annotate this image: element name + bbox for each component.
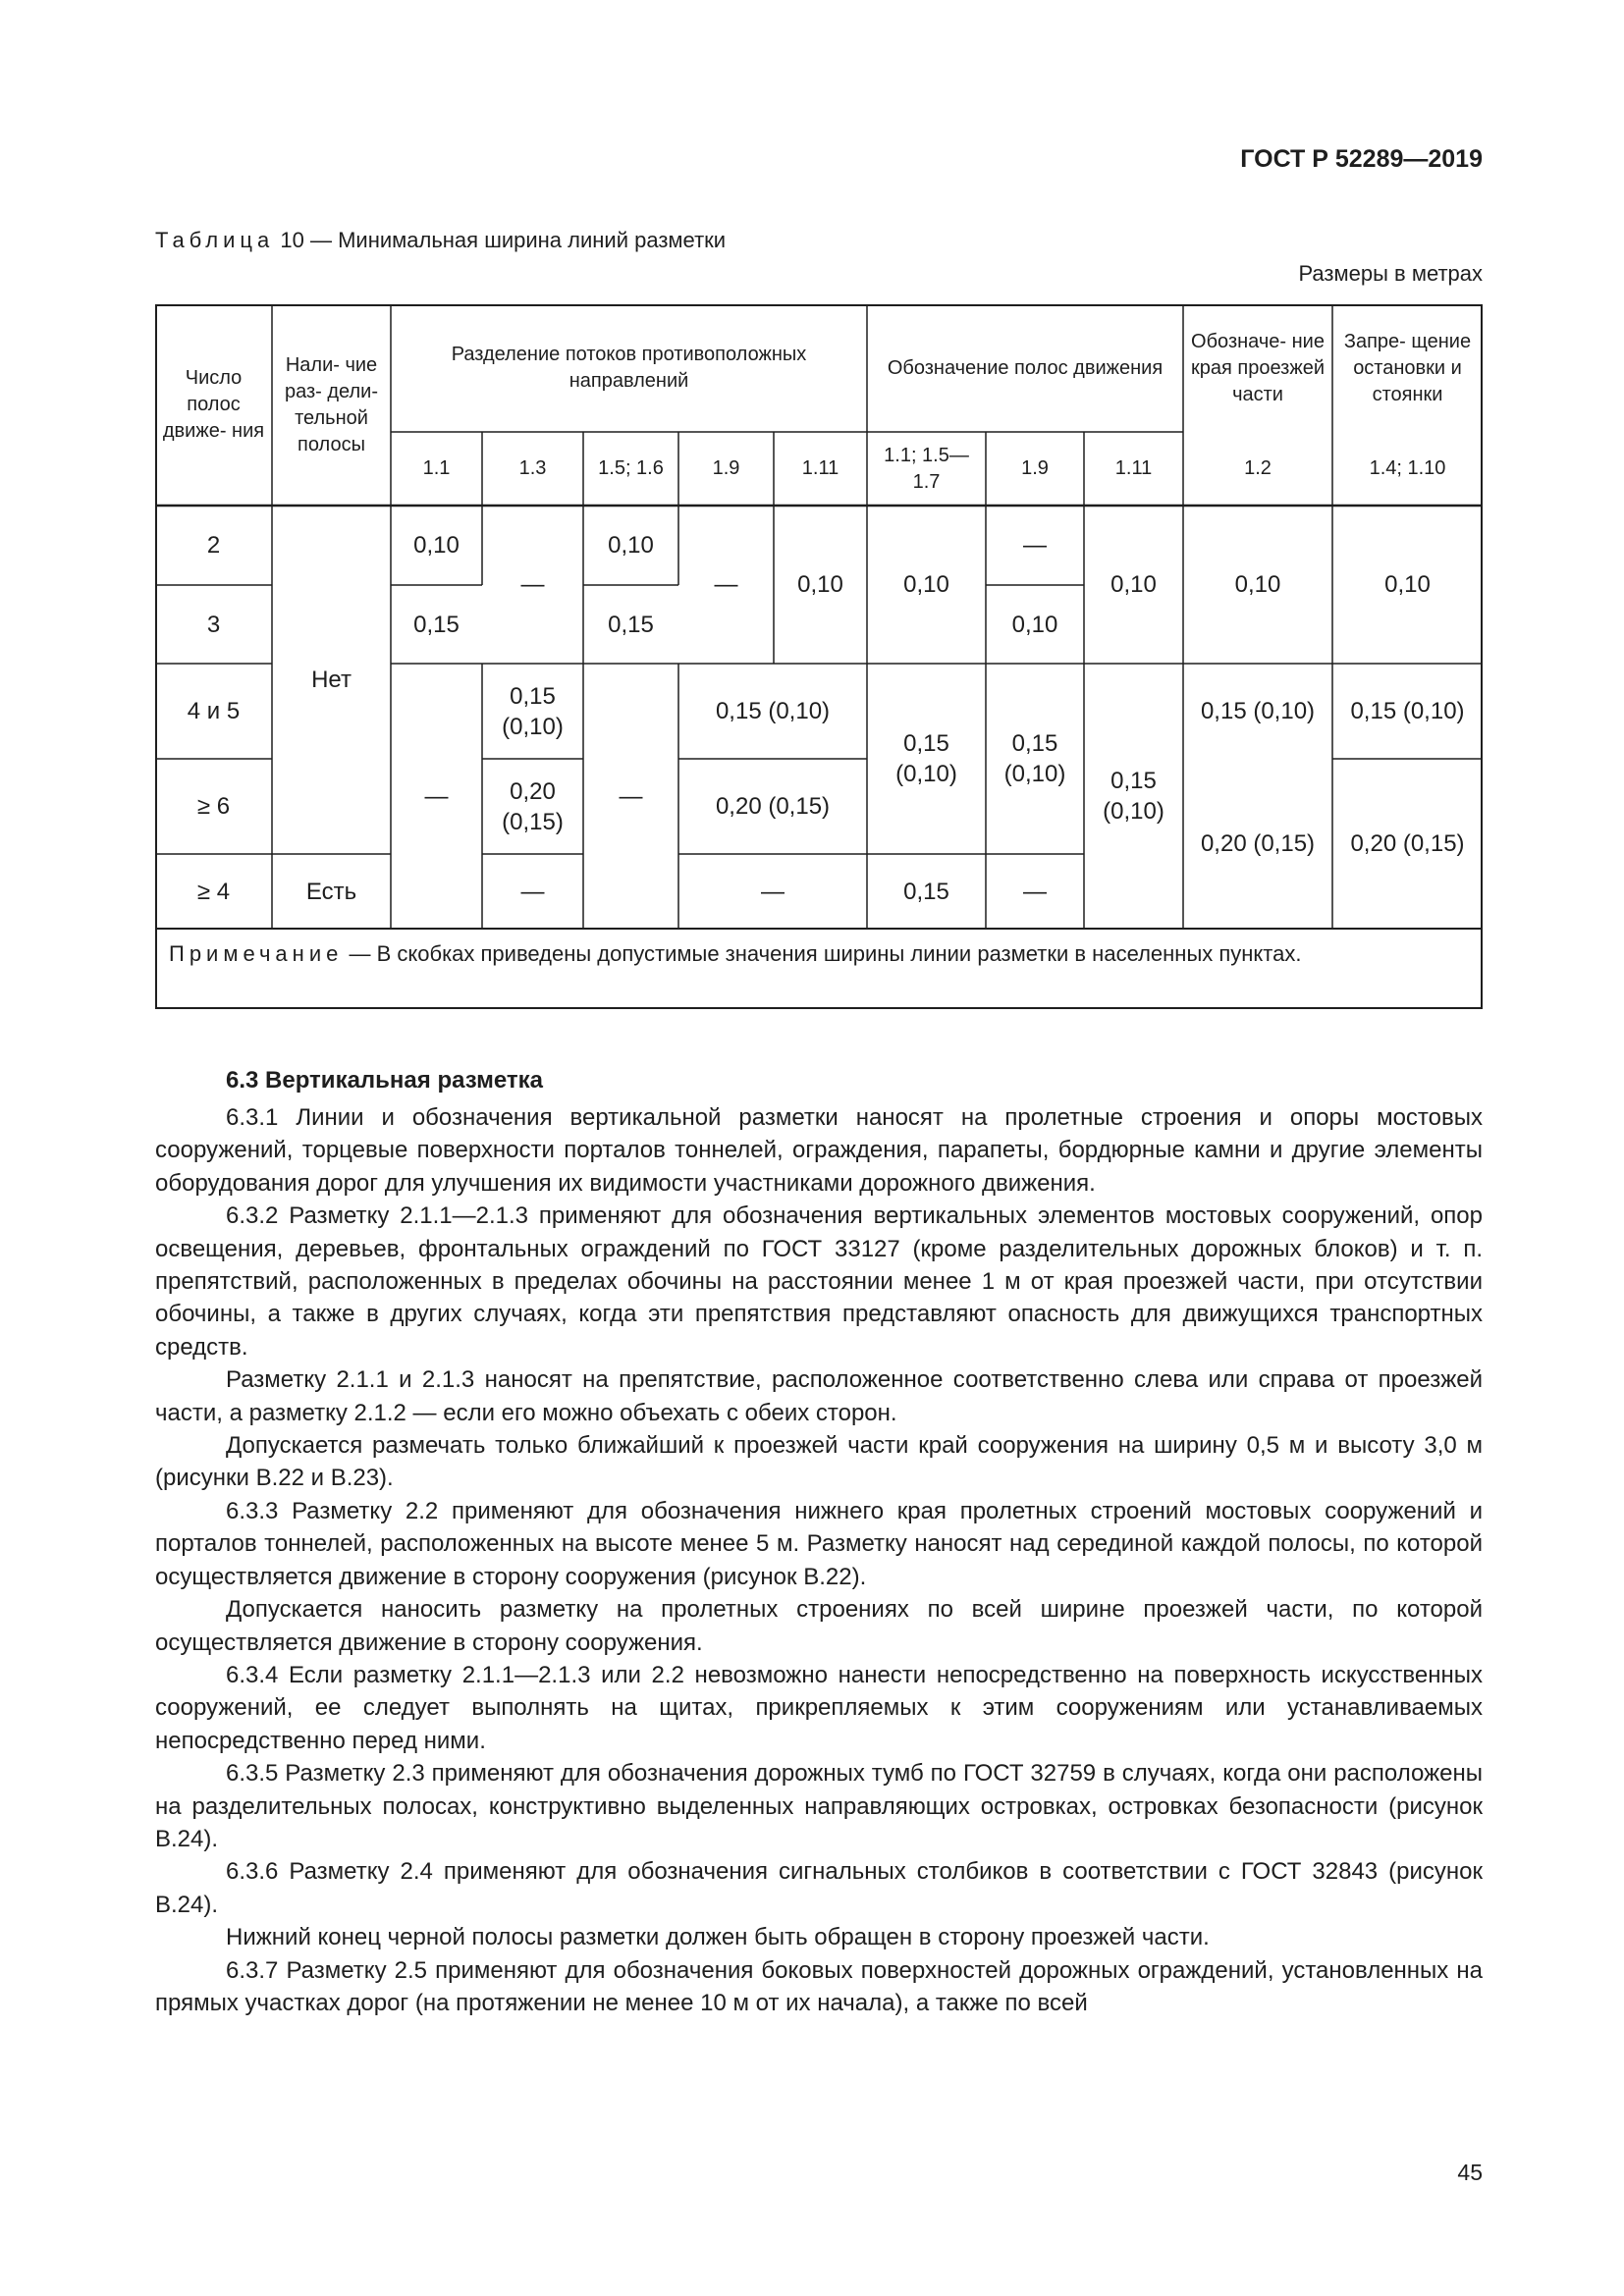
table-caption-text: 10 — Минимальная ширина линий разметки [274, 228, 727, 252]
code-cell: 1.5; 1.6 [598, 457, 664, 479]
section-title: 6.3 Вертикальная разметка [226, 1067, 543, 1094]
table-cell: 0,20 (0,15) [1200, 830, 1316, 857]
body-text [155, 1101, 1483, 2019]
table-cell: — [761, 878, 785, 905]
paragraph: 6.3.1 Линии и обозначения вертикальной разметки наносят на пролетные строения и опоры мостовых сооружений, торцевые поверхности порталов тоннелей, ограждения, парапеты, бордюрные камни и другие элементы оборудования дорог для улучшения их видимости участниками дорожного движения. [155, 1104, 1483, 1197]
paragraph: 6.3.3 Разметку 2.2 применяют для обозначения нижнего края пролетных строений мостовых сооружений и порталов тоннелей, расположенных на высоте менее 5 м. Разметку наносят над серединой каждой полосы, по которой осуществляется движение в сторону сооружения (рисунок В.22). [155, 1497, 1483, 1590]
row-label: 3 [206, 611, 221, 638]
table-cell: 0,20 (0,15) [1350, 830, 1465, 857]
code-cell: 1.11 [801, 457, 839, 479]
paragraph: 6.3.7 Разметку 2.5 применяют для обозначения боковых поверхностей дорожных ограждений, установленных на прямых участках дорог (на протяжении не менее 10 м от их начала), а также по всей [155, 1956, 1483, 2016]
row-label: ≥ 6 [196, 793, 231, 820]
paragraph: 6.3.6 Разметку 2.4 применяют для обозначения сигнальных столбиков в соответствии с ГОСТ 32843 (рисунок В.24). [155, 1858, 1483, 1918]
header-parking: Запре- щение остановки и стоянки [1343, 330, 1472, 405]
table-cell: 0,10 [608, 532, 654, 559]
table-caption [155, 228, 726, 253]
paragraph: Допускается наносить разметку на пролетных строениях по всей ширине проезжей части, по которой осуществляется движение в сторону сооружения. [155, 1596, 1483, 1656]
table-cell: — [714, 571, 738, 598]
header-edge: Обозначе- ние края проезжей части [1191, 330, 1325, 405]
table-cell: — [1023, 878, 1047, 905]
paragraph: Допускается размечать только ближайший к проезжей части край сооружения на ширину 0,5 м и высоту 3,0 м (рисунки В.22 и В.23). [155, 1432, 1483, 1492]
table-note [169, 938, 1469, 970]
table-cell: 0,10 [413, 532, 460, 559]
table-note-text: — В скобках приведены допустимые значения ширины линии разметки в населенных пунктах. [343, 941, 1302, 966]
paragraph: 6.3.2 Разметку 2.1.1—2.1.3 применяют для обозначения вертикальных элементов мостовых сооружений, опор освещения, деревьев, фронтальных ограждений по ГОСТ 33127 (кроме разделительных дорожных блоков) и т. п. препятствий, расположенных в пределах обочины на расстоянии менее 1 м от края проезжей части, при отсутствии обочины, а также в других случаях, когда эти препятствия представляют опасность для движущихся транспортных средств. [155, 1202, 1483, 1361]
row-label: 2 [206, 532, 221, 559]
table-cell: 0,10 [1384, 571, 1431, 598]
table-cell: 0,20 (0,15) [715, 793, 831, 820]
table-cell: 0,15 (0,10) [1103, 768, 1164, 825]
min-width-table [155, 304, 1483, 1009]
header-divider: Нали- чие раз- дели- тельной полосы [284, 353, 379, 455]
table-cell: 0,15 [608, 611, 654, 638]
header-lane-marking: Обозначение полос движения [887, 356, 1164, 379]
table-caption-label: Таблица [155, 228, 275, 252]
standard-header: ГОСТ Р 52289—2019 [1240, 145, 1483, 173]
divider-present: Есть [305, 878, 357, 905]
table-cell: 0,15 [413, 611, 460, 638]
table-cell: 0,10 [1110, 571, 1157, 598]
table-cell: — [520, 571, 545, 598]
header-separation: Разделение потоков противоположных направлений [451, 344, 807, 392]
table-cell: 0,15 (0,10) [1003, 730, 1066, 787]
table-cell: 0,10 [1234, 571, 1281, 598]
table-cell: — [424, 782, 449, 810]
table-cell: 0,10 [903, 571, 949, 598]
table-cell: — [619, 782, 643, 810]
divider-none: Нет [311, 667, 352, 693]
code-cell: 1.2 [1244, 457, 1272, 479]
table-note-label: Примечание [169, 941, 344, 966]
header-lanes: Число полос движе- ния [162, 367, 265, 442]
paragraph: Разметку 2.1.1 и 2.1.3 наносят на препятствие, расположенное соответственно слева или справа от проезжей части, а разметку 2.1.2 — если его можно объехать с обеих сторон. [155, 1366, 1483, 1426]
code-cell: 1.1 [422, 457, 451, 479]
paragraph: 6.3.5 Разметку 2.3 применяют для обозначения дорожных тумб по ГОСТ 32759 в случаях, когда они расположены на разделительных полосах, конструктивно выделенных направляющих островках, островках безопасности (рисунок В.24). [155, 1760, 1483, 1852]
table-cell: 0,15 (0,10) [715, 698, 831, 724]
paragraph: 6.3.4 Если разметку 2.1.1—2.1.3 или 2.2 невозможно нанести непосредственно на поверхность искусственных сооружений, ее следует выполнять на щитах, прикрепляемых к этим сооружениям или устанавливаемых непосредственно перед ними. [155, 1661, 1483, 1754]
table-cell: 0,15 (0,10) [1350, 698, 1465, 724]
code-cell: 1.9 [712, 457, 740, 479]
row-label: 4 и 5 [187, 698, 241, 724]
paragraph: Нижний конец черной полосы разметки должен быть обращен в сторону проезжей части. [226, 1924, 1210, 1951]
code-cell: 1.11 [1114, 457, 1153, 479]
code-cell: 1.1; 1.5—1.7 [884, 444, 969, 493]
page-number: 45 [1457, 2160, 1483, 2185]
code-cell: 1.9 [1021, 457, 1049, 479]
table-cell: 0,15 (0,10) [895, 730, 957, 787]
code-cell: 1.4; 1.10 [1369, 457, 1446, 479]
table-cell: — [1023, 532, 1047, 559]
table-units: Размеры в метрах [1298, 261, 1483, 286]
table-cell: — [520, 878, 545, 905]
table-cell: 0,10 [797, 571, 843, 598]
code-cell: 1.3 [518, 457, 547, 479]
table-cell: 0,15 (0,10) [502, 682, 564, 740]
row-label: ≥ 4 [196, 878, 231, 905]
table-cell: 0,15 (0,10) [1200, 698, 1316, 724]
table-cell: 0,15 [903, 878, 949, 905]
table-cell: 0,10 [1011, 611, 1058, 638]
table-cell: 0,20 (0,15) [502, 777, 564, 835]
